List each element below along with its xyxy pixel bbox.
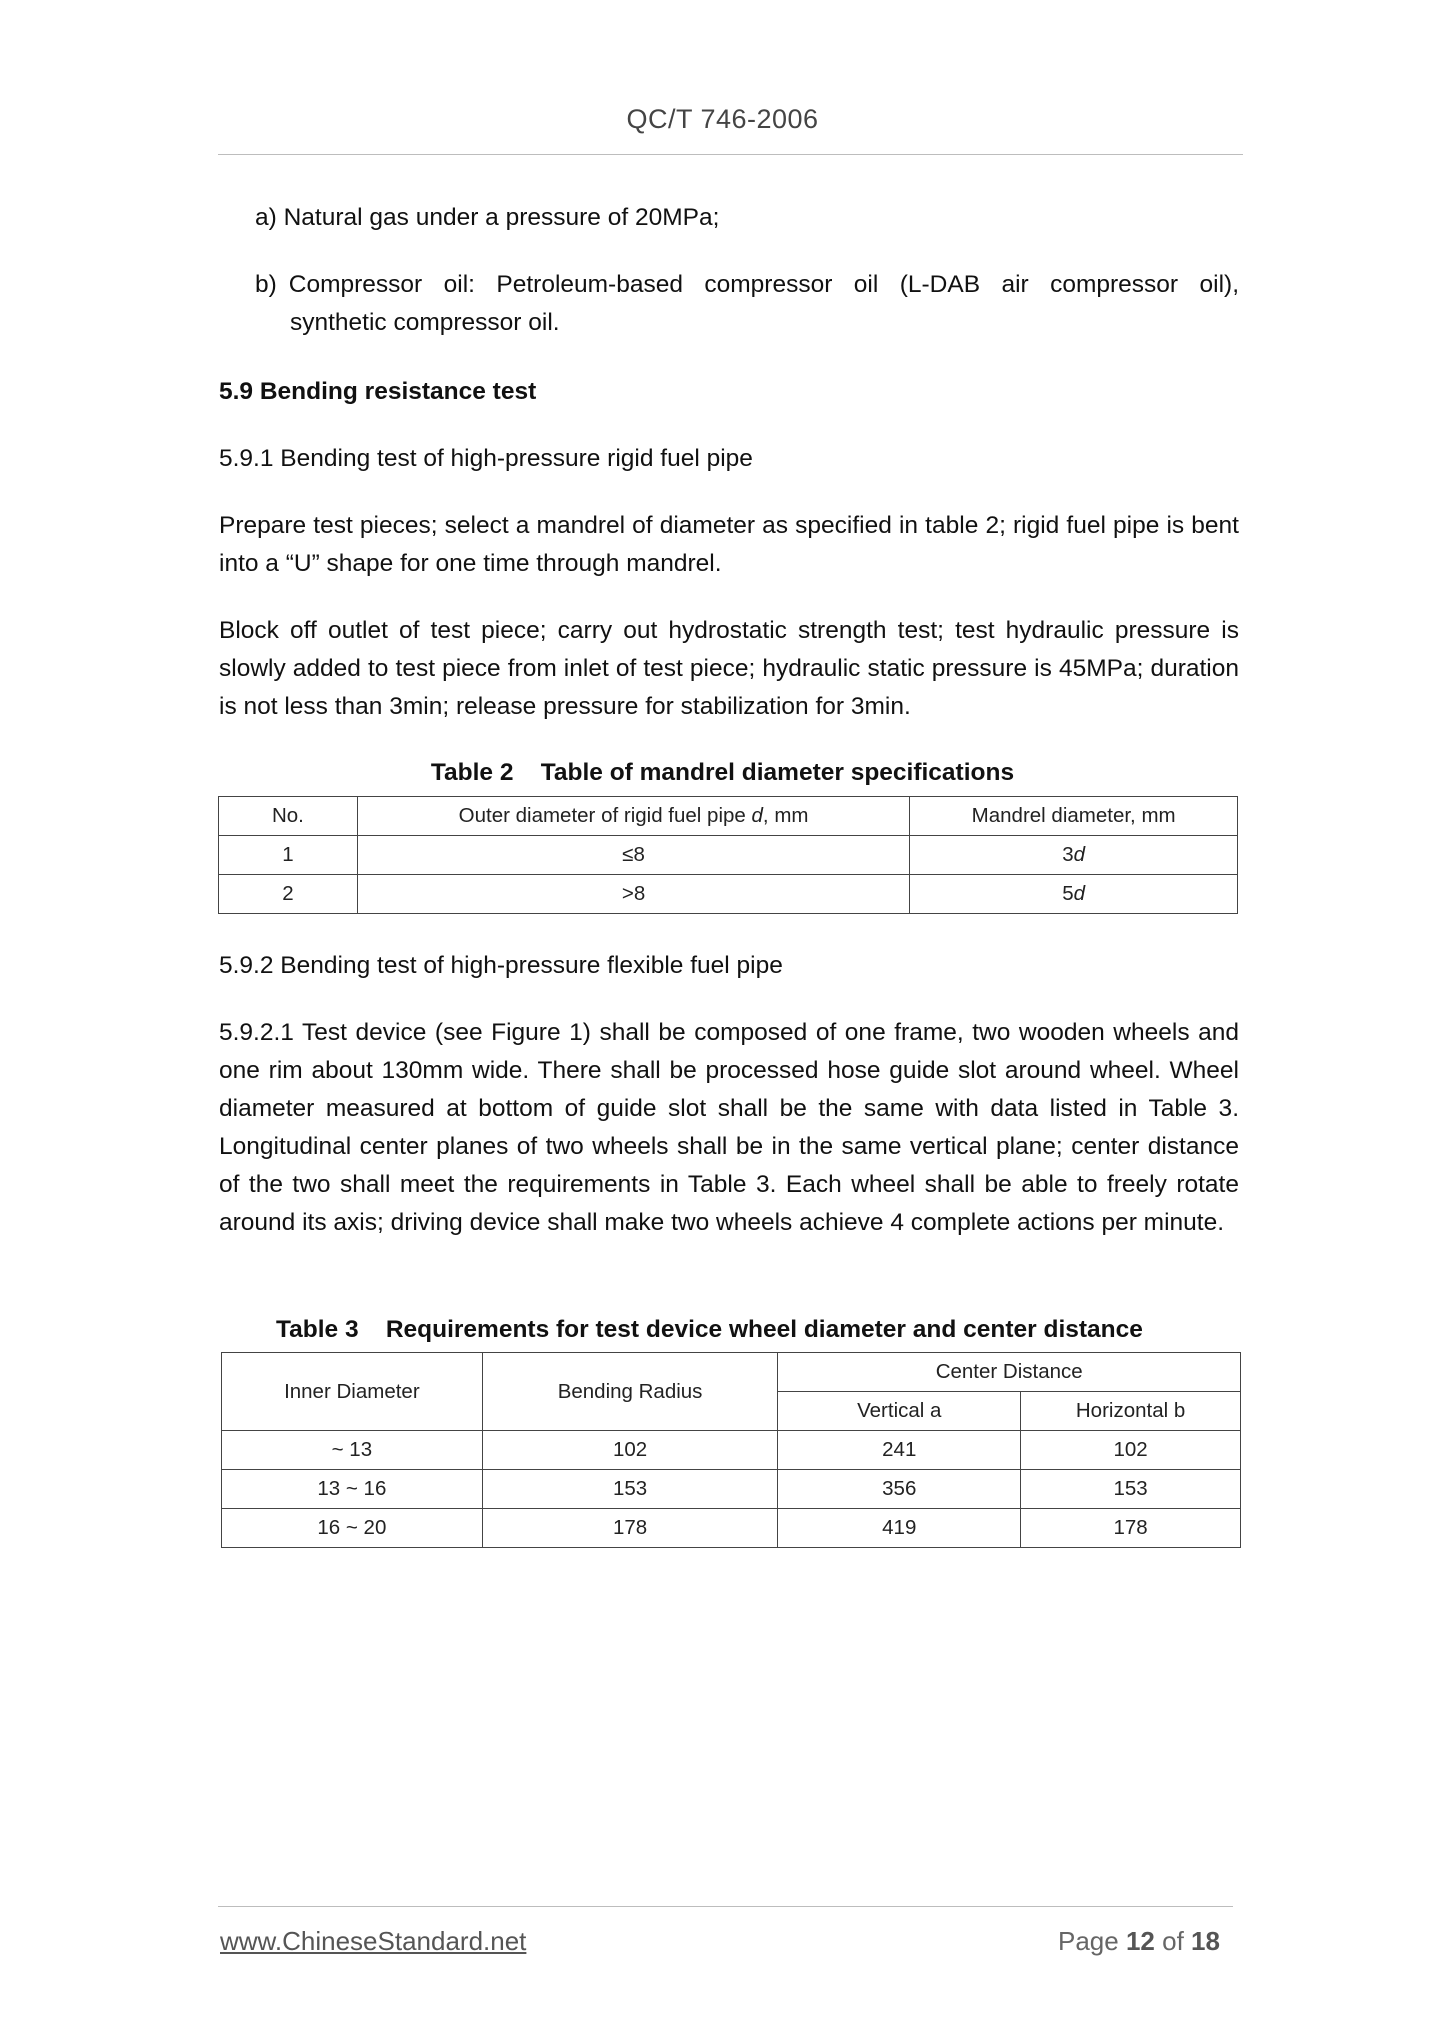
cell-inner-diameter: 16 ~ 20 [222, 1509, 483, 1548]
cell-mandrel-diameter: 3d [910, 836, 1238, 875]
total-pages: 18 [1191, 1926, 1220, 1956]
cell-bending-radius: 153 [482, 1470, 778, 1509]
cell-no: 2 [219, 875, 358, 914]
paragraph-hydrostatic-test: Block off outlet of test piece; carry out hydrostatic strength test; test hydraulic pressure is slowly added to test piece from inlet of test piece; hydraulic static pressure is 45MPa; duration is not less than 3min; release pressure for stabilization for 3min. [219, 617, 1239, 720]
table-2-caption [0, 759, 1445, 787]
header-horizontal-b: Horizontal b [1021, 1392, 1241, 1431]
cell-vertical-a: 356 [778, 1470, 1021, 1509]
table-2-label: Table 2 [430, 759, 514, 786]
cell-horizontal-b: 153 [1021, 1470, 1241, 1509]
cell-inner-diameter: ~ 13 [222, 1431, 483, 1470]
table-row [222, 1470, 1241, 1509]
cell-bending-radius: 178 [482, 1509, 778, 1548]
table-row [222, 1431, 1241, 1470]
header-divider [218, 154, 1243, 155]
table-3-wheel-requirements [221, 1352, 1241, 1548]
table-row [219, 875, 1238, 914]
cell-horizontal-b: 102 [1021, 1431, 1241, 1470]
page-of: of [1162, 1926, 1184, 1956]
list-text-line1: Compressor oil: Petroleum-based compressor oil (L-DAB air compressor oil), [288, 271, 1239, 298]
paragraph-test-device: 5.9.2.1 Test device (see Figure 1) shall be composed of one frame, two wooden wheels and one rim about 130mm wide. There shall be processed hose guide slot around wheel. Wheel diameter measured at bottom of guide slot shall be the same with data listed in Table 3. Longitudinal center planes of two wheels shall be in the same vertical plane; center distance of the two shall meet the requirements in Table 3. Each wheel shall be able to freely rotate around its axis; driving device shall make two wheels achieve 4 complete actions per minute. [219, 1019, 1239, 1236]
cell-outer-diameter: ≤8 [357, 836, 909, 875]
cell-vertical-a: 419 [778, 1509, 1021, 1548]
table-row [222, 1509, 1241, 1548]
table-3-label: Table 3 [276, 1316, 359, 1343]
table-header-row [219, 797, 1238, 836]
table-row [219, 836, 1238, 875]
header-outer-diameter: Outer diameter of rigid fuel pipe d, mm [357, 797, 909, 836]
cell-vertical-a: 241 [778, 1431, 1021, 1470]
list-marker: a) [255, 204, 277, 231]
list-item-b [255, 266, 1239, 342]
cell-mandrel-diameter: 5d [910, 875, 1238, 914]
cell-outer-diameter: >8 [357, 875, 909, 914]
page-indicator [1058, 1926, 1220, 1957]
footer-divider [218, 1906, 1233, 1907]
paragraph-mandrel-selection: Prepare test pieces; select a mandrel of diameter as specified in table 2; rigid fuel pipe is bent into a “U” shape for one time through mandrel. [219, 512, 1239, 577]
header-vertical-a: Vertical a [778, 1392, 1021, 1431]
current-page: 12 [1125, 1926, 1155, 1956]
subsection-heading-5-9-1: 5.9.1 Bending test of high-pressure rigid fuel pipe [219, 445, 753, 472]
cell-inner-diameter: 13 ~ 16 [222, 1470, 483, 1509]
page-word: Page [1058, 1926, 1119, 1956]
list-marker: b) [255, 271, 277, 298]
list-item-a [255, 199, 1239, 237]
table-3-title: Requirements for test device wheel diameter and center distance [385, 1316, 1143, 1343]
website-link[interactable]: www.ChineseStandard.net [220, 1926, 527, 1956]
cell-no: 1 [219, 836, 358, 875]
subsection-heading-5-9-2: 5.9.2 Bending test of high-pressure flexible fuel pipe [219, 952, 783, 979]
cell-bending-radius: 102 [482, 1431, 778, 1470]
table-header-row [222, 1353, 1241, 1392]
table-3-caption [276, 1316, 1143, 1344]
list-text: Natural gas under a pressure of 20MPa; [283, 204, 720, 231]
header-mandrel-diameter: Mandrel diameter, mm [910, 797, 1238, 836]
header-no: No. [219, 797, 358, 836]
section-heading-5-9: 5.9 Bending resistance test [219, 378, 537, 405]
list-text-line2: synthetic compressor oil. [290, 309, 560, 336]
header-center-distance: Center Distance [778, 1353, 1241, 1392]
header-bending-radius: Bending Radius [482, 1353, 778, 1431]
document-code-header: QC/T 746-2006 [626, 104, 819, 134]
table-2-title: Table of mandrel diameter specifications [540, 759, 1015, 786]
cell-horizontal-b: 178 [1021, 1509, 1241, 1548]
header-inner-diameter: Inner Diameter [222, 1353, 483, 1431]
table-2-mandrel-diameters [218, 796, 1238, 914]
